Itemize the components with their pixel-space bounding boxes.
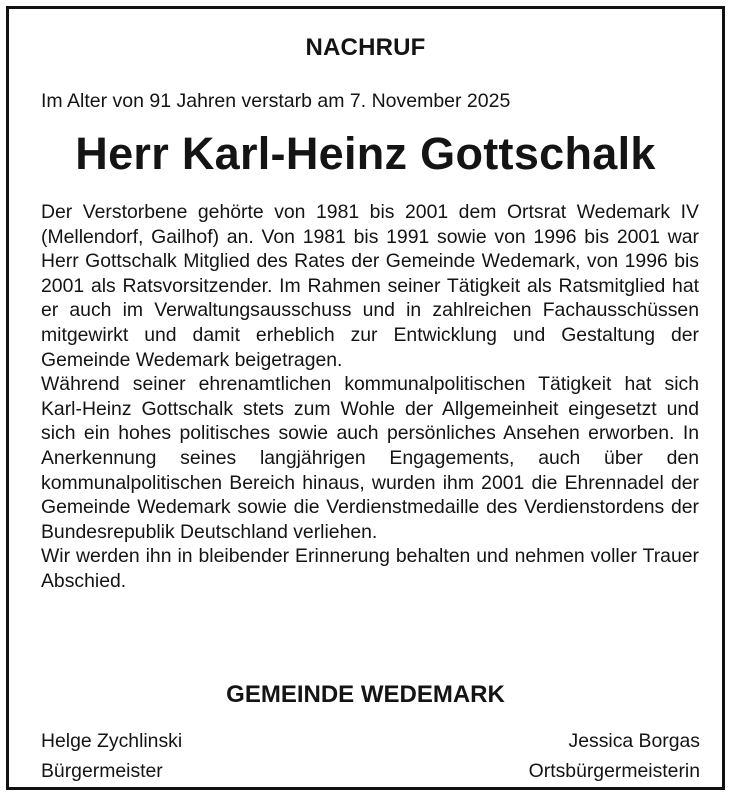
obituary-notice: [6, 6, 725, 790]
notice-heading: NACHRUF: [305, 34, 426, 61]
paragraph-farewell: Wir werden ihn in bleibender Erinnerung behalten und nehmen voller Trauer Abschied.: [41, 545, 699, 592]
signature-right: [529, 726, 700, 786]
deceased-name: Herr Karl-Heinz Gottschalk: [75, 128, 656, 179]
death-announcement: Im Alter von 91 Jahren verstarb am 7. November 2025: [41, 90, 511, 112]
signatory-title: Ortsbürgermeisterin: [528, 760, 700, 782]
paragraph-career: Der Verstorbene gehörte von 1981 bis 2001 dem Ortsrat Wedemark IV (Mellendorf, Gailhof) an. Von 1981 bis 1991 sowie von 1996 bis 2001 war Herr Gottschalk Mitglied des Rates der Gemeinde Wedemark, von 1996 bis 2001 als Ratsvorsitzender. Im Rahmen seiner Tätigkeit als Ratsmitglied hat er auch im Verwaltungsausschuss und in zahlreichen Fachausschüssen mitgewirkt und damit erheblich zur Entwicklung und Gestaltung der Gemeinde Wedemark beigetragen.: [41, 201, 699, 371]
organization-name: GEMEINDE WEDEMARK: [226, 681, 505, 708]
signatory-title: Bürgermeister: [41, 760, 163, 782]
signatory-name: Jessica Borgas: [568, 730, 700, 752]
paragraph-honors: Während seiner ehrenamtlichen kommunalpolitischen Tätigkeit hat sich Karl-Heinz Gottschalk stets zum Wohle der Allgemeinheit eingesetzt und sich ein hohes politisches sowie auch persönliches Ansehen erworben. In Anerkennung seines langjährigen Engagements, auch über den kommunalpolitischen Bereich hinaus, wurden ihm 2001 die Ehrennadel der Gemeinde Wedemark sowie die Verdienstmedaille des Verdienstordens der Bundesrepublik Deutschland verliehen.: [41, 373, 699, 543]
obituary-body: [41, 200, 699, 594]
signatory-name: Helge Zychlinski: [41, 730, 183, 752]
signature-left: [41, 726, 182, 786]
